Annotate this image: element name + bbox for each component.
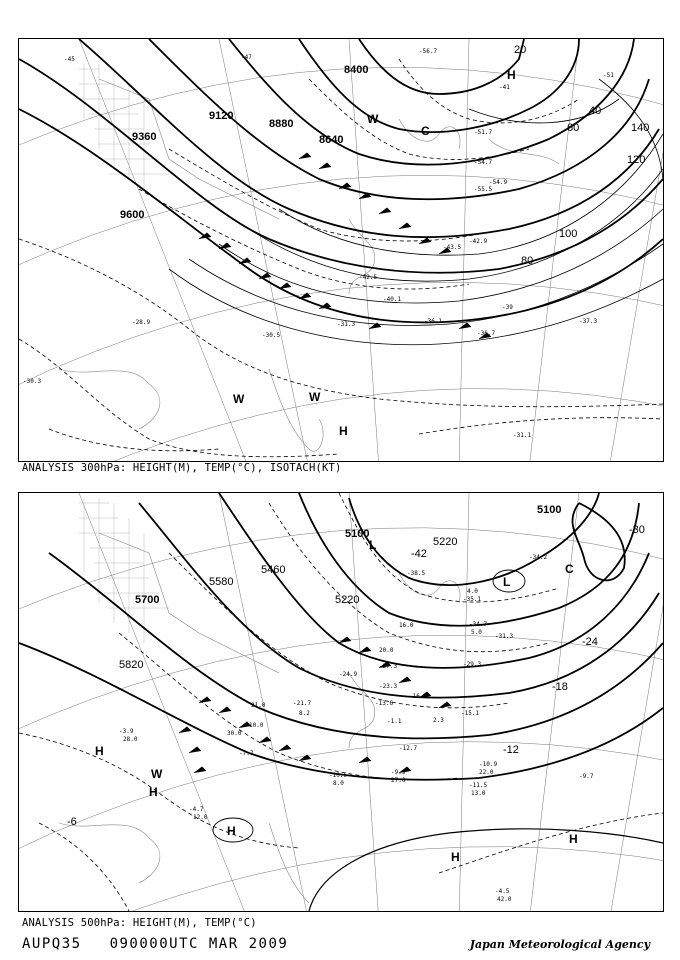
station-value: 8.0: [333, 780, 344, 787]
station-temp: -27.3: [379, 663, 398, 670]
station-temp: -21.7: [293, 700, 312, 707]
station-value: 22.0: [479, 769, 494, 776]
height-label-8880: 8880: [269, 118, 294, 130]
station-temp: -31.3: [337, 321, 356, 328]
station-value: 13.0: [471, 790, 486, 797]
graticule: [19, 493, 663, 911]
station-value: 10.0: [249, 722, 264, 729]
station-value: 27.0: [391, 777, 406, 784]
station-temp: -10.5: [329, 772, 348, 779]
station-temp: -54.9: [489, 179, 508, 186]
station-temp: -7.7: [239, 750, 254, 757]
height-label-9600: 9600: [120, 209, 145, 221]
station-temp: -12.7: [399, 745, 418, 752]
height-label-8640: 8640: [319, 134, 344, 146]
height-label-5100: 5100: [345, 528, 370, 540]
chart-300hpa: [18, 38, 664, 462]
high-center-label: H: [507, 68, 516, 82]
isotach-contours: [169, 79, 663, 345]
low-center-label: L: [503, 575, 511, 589]
station-temp: -36.7: [477, 330, 496, 337]
station-temp: -43.5: [443, 244, 462, 251]
station-temp: -31.3: [495, 633, 514, 640]
temp-label: -24: [582, 636, 598, 648]
station-temp: -15.1: [461, 710, 480, 717]
station-temp: -40.1: [383, 296, 402, 303]
cold-center-label: C: [565, 562, 574, 576]
temp-label: -6: [67, 816, 77, 828]
station-temp: -9.7: [579, 773, 594, 780]
station-temp: -34.2: [529, 554, 548, 561]
height-label-5100: 5100: [537, 504, 562, 516]
temp-label: -12: [503, 744, 519, 756]
station-temp: -56.7: [419, 48, 438, 55]
high-center-label: H: [451, 850, 460, 864]
high-contour: [309, 829, 663, 911]
station-temp: -11.5: [469, 782, 488, 789]
height-label-5220: 5220: [335, 594, 360, 606]
warm-center-label: W: [309, 390, 321, 404]
height-contours: [19, 39, 663, 322]
map-300hpa: [19, 39, 663, 461]
high-center-label: H: [569, 832, 578, 846]
station-value: 42.0: [497, 896, 512, 903]
agency-name: Japan Meteorological Agency: [469, 938, 650, 951]
isotach-label-140: 140: [631, 122, 650, 134]
height-label-5220: 5220: [433, 536, 458, 548]
height-label-5700: 5700: [135, 594, 160, 606]
isotach-label-20: 20: [514, 44, 527, 56]
station-temp: -30.5: [262, 332, 281, 339]
station-temp: -16.3: [409, 693, 428, 700]
wind-barbs: [179, 637, 451, 773]
station-value: 8.2: [299, 710, 310, 717]
isotach-label-100: 100: [559, 228, 578, 240]
isotach-label-120: 120: [627, 154, 646, 166]
height-label-5460: 5460: [261, 564, 286, 576]
isotach-label-60: 60: [567, 122, 580, 134]
station-temp: -13.6: [375, 700, 394, 707]
station-temp: -9.9: [391, 769, 406, 776]
station-value: 4.0: [467, 588, 478, 595]
panel-caption-500hpa: ANALYSIS 500hPa: HEIGHT(M), TEMP(°C): [22, 917, 257, 929]
station-temp: -45: [64, 56, 75, 63]
product-code: AUPQ35: [22, 936, 82, 952]
station-value: 20.0: [379, 647, 394, 654]
station-temp: -42.9: [469, 238, 488, 245]
station-temp: -51: [603, 72, 614, 79]
isotherm-contours: [19, 493, 663, 911]
high-center-label: H: [339, 424, 348, 438]
height-label-5580: 5580: [209, 576, 234, 588]
temp-label: -18: [552, 681, 568, 693]
station-temp: -28.9: [132, 319, 151, 326]
height-label-9360: 9360: [132, 131, 157, 143]
panel-caption-300hpa: ANALYSIS 300hPa: HEIGHT(M), TEMP(°C), ISOTACH(KT): [22, 462, 342, 474]
low-center-label: L: [369, 538, 377, 552]
isotach-label-40: 40: [589, 105, 602, 117]
station-temp: -47: [241, 54, 252, 61]
height-label-9120: 9120: [209, 110, 234, 122]
warm-center-label: W: [151, 767, 163, 781]
station-temp: -4.5: [495, 888, 510, 895]
map-500hpa: [19, 493, 663, 911]
terrain-hatch: [79, 64, 169, 189]
isotach-label-80: 80: [521, 255, 534, 267]
station-temp: -23.3: [379, 683, 398, 690]
terrain-hatch: [79, 498, 169, 643]
station-temp: -39: [502, 304, 513, 311]
station-temp: -38.5: [407, 570, 426, 577]
station-value: 21.0: [251, 702, 266, 709]
station-temp: -30.3: [23, 378, 42, 385]
station-value: 28.0: [123, 736, 138, 743]
station-temp: -54.7: [474, 159, 493, 166]
chart-500hpa: [18, 492, 664, 912]
station-temp: -24.9: [339, 671, 358, 678]
station-temp: -35.1: [463, 596, 482, 603]
station-value: 16.0: [399, 622, 414, 629]
high-center-label: H: [149, 785, 158, 799]
station-temp: -34.7: [469, 621, 488, 628]
station-value: 2.3: [433, 717, 444, 724]
station-temp: -29.3: [463, 661, 482, 668]
warm-center-label: W: [367, 112, 379, 126]
station-temp: -31.1: [513, 432, 532, 439]
valid-time: 090000UTC MAR 2009: [109, 936, 289, 952]
station-temp: -55.5: [474, 186, 493, 193]
height-contours: [19, 493, 663, 780]
station-temp: -37.3: [579, 318, 598, 325]
station-temp: -1.1: [387, 718, 402, 725]
product-line: [22, 936, 316, 952]
high-center-label: H: [95, 744, 104, 758]
station-temp: -10.9: [479, 761, 498, 768]
station-value: 12.0: [193, 814, 208, 821]
warm-center-label: W: [233, 392, 245, 406]
height-label-5820: 5820: [119, 659, 144, 671]
temp-label: -42: [411, 548, 427, 560]
station-temp: -36.1: [424, 318, 443, 325]
high-center-label: H: [227, 824, 236, 838]
station-temp: -51.7: [474, 129, 493, 136]
station-temp: -4.7: [189, 806, 204, 813]
isotherm-contours: [19, 59, 663, 457]
station-temp: -3.9: [119, 728, 134, 735]
temp-label: -30: [629, 524, 645, 536]
station-value: 5.0: [471, 629, 482, 636]
station-temp: -41: [499, 84, 510, 91]
station-temp: -42.5: [359, 274, 378, 281]
station-value: 30.0: [227, 730, 242, 737]
height-label-8400: 8400: [344, 64, 369, 76]
cold-center-label: C: [421, 124, 430, 138]
